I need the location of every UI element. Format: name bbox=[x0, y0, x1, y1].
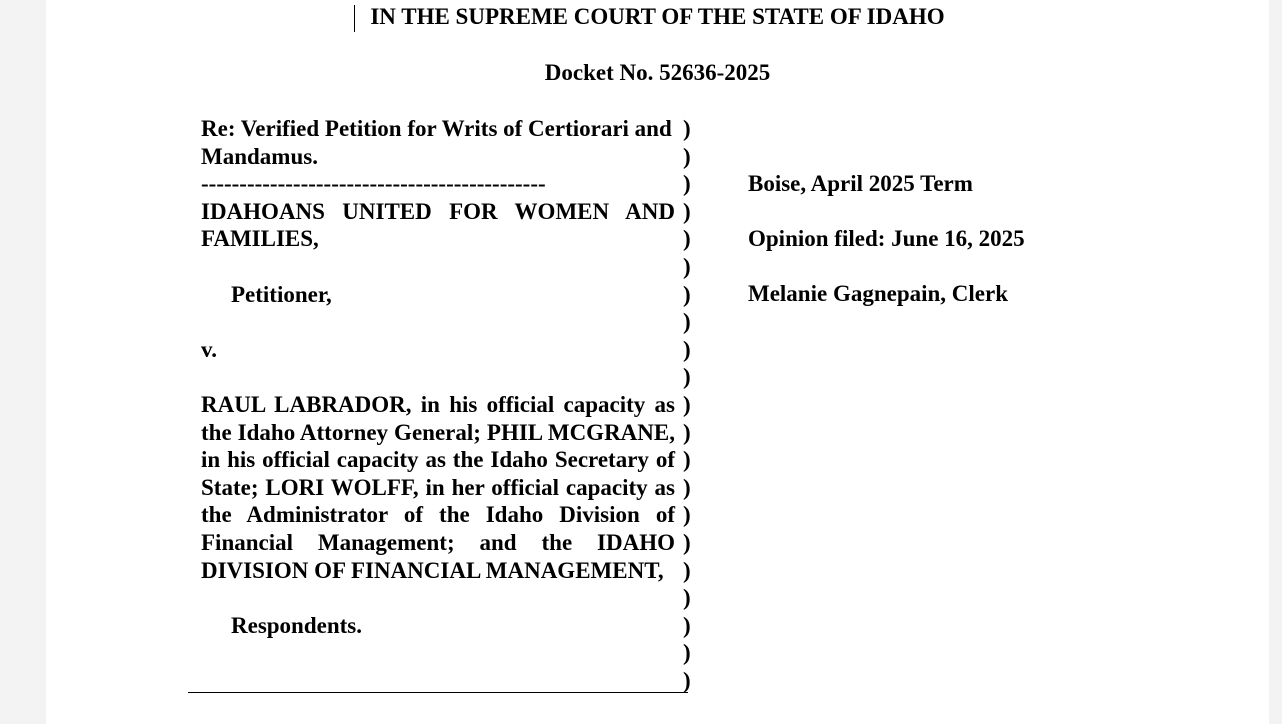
caption-bottom-rule bbox=[188, 692, 688, 693]
versus: v. bbox=[201, 336, 217, 362]
paren: ) bbox=[683, 143, 691, 169]
paren: ) bbox=[683, 640, 691, 666]
petitioner-role: Petitioner, bbox=[231, 281, 332, 307]
paren: ) bbox=[683, 198, 691, 224]
caption-separator: --------------------------------------------- bbox=[201, 171, 546, 197]
petitioner-name: IDAHOANS UNITED FOR WOMEN AND FAMILIES, bbox=[201, 198, 675, 252]
re-line: Re: Verified Petition for Writs of Certiorari and Mandamus. bbox=[201, 116, 672, 169]
filed-line: Opinion filed: June 16, 2025 bbox=[748, 226, 1025, 252]
paren: ) bbox=[683, 585, 691, 611]
paren: ) bbox=[683, 253, 691, 279]
paren: ) bbox=[683, 309, 691, 335]
paren: ) bbox=[683, 447, 691, 473]
paren: ) bbox=[683, 557, 691, 583]
opinion-info bbox=[748, 170, 1025, 336]
docket-number: Docket No. 52636-2025 bbox=[544, 60, 771, 85]
caption-parentheses bbox=[683, 115, 699, 694]
paren: ) bbox=[683, 116, 691, 141]
clerk-line: Melanie Gagnepain, Clerk bbox=[748, 281, 1009, 307]
paren: ) bbox=[683, 474, 691, 500]
court-title: IN THE SUPREME COURT OF THE STATE OF IDAHO bbox=[370, 4, 945, 29]
case-caption bbox=[201, 115, 675, 639]
paren: ) bbox=[683, 529, 691, 555]
paren: ) bbox=[683, 419, 691, 445]
paren: ) bbox=[683, 612, 691, 638]
respondents-names: RAUL LABRADOR, in his official capacity as the Idaho Attorney General; PHIL MCGRANE, in his official capacity as the Idaho Secretary of State; LORI WOLFF, in her official capacity as the Administrator of the Idaho Division of Financial Management; and the IDAHO DIVISION OF FINANCIAL MANAGEMENT, bbox=[201, 391, 675, 583]
paren: ) bbox=[683, 364, 691, 390]
respondent-role: Respondents. bbox=[231, 612, 363, 638]
paren: ) bbox=[683, 667, 691, 693]
paren: ) bbox=[683, 226, 691, 252]
term-line: Boise, April 2025 Term bbox=[748, 171, 973, 196]
paren: ) bbox=[683, 336, 691, 362]
paren: ) bbox=[683, 171, 691, 197]
document-page bbox=[46, 0, 1269, 724]
paren: ) bbox=[683, 502, 691, 528]
paren: ) bbox=[683, 281, 691, 307]
paren: ) bbox=[683, 391, 691, 417]
